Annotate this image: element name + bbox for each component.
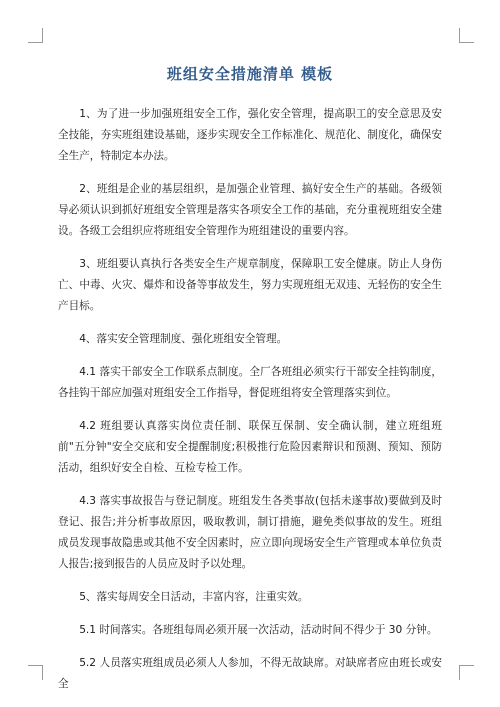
crop-mark-bottom-right (459, 665, 474, 680)
paragraph-2: 2、班组是企业的基层组织，是加强企业管理、搞好安全生产的基础。各级领导必须认识到抓好班组安全管理是落实各项安全工作的基础，充分重视班组安全建设。各级工会组织应将班组安全管理作为班组建设的重要内容。 (58, 183, 442, 237)
paragraph-5: 5、落实每周安全日活动，丰富内容，注重实效。 (79, 591, 309, 603)
crop-mark-top-left (28, 28, 43, 43)
document-body (58, 104, 442, 707)
paragraph-4-2: 4.2 班组要认真落实岗位责任制、联保互保制、安全确认制，建立班组班前"五分钟"安全交底和安全提醒制度;积极推行危险因素辩识和预测、预知、预防活动，组织好安全自检、互检专检工作。 (58, 420, 442, 474)
document-title: 班组安全措施清单 模板 (166, 65, 334, 83)
paragraph-4: 4、落实安全管理制度、强化班组安全管理。 (79, 333, 288, 345)
paragraph-1: 1、为了进一步加强班组安全工作，强化安全管理，提高职工的安全意思及安全技能，夯实班组建设基础，逐步实现安全工作标准化、规范化、制度化，确保安全生产，特制定本办法。 (58, 108, 442, 162)
paragraph-4-1: 4.1 落实干部安全工作联系点制度。全厂各班组必须实行干部安全挂钩制度，各挂钩干部应加强对班组安全工作指导，督促班组将安全管理落实到位。 (58, 366, 442, 399)
paragraph-3: 3、班组要认真执行各类安全生产规章制度，保障职工安全健康。防止人身伤亡、中毒、火灾、爆炸和设备等事故发生，努力实现班组无双违、无轻伤的安全生产目标。 (58, 258, 442, 312)
crop-mark-bottom-left (28, 665, 43, 680)
crop-mark-top-right (459, 28, 474, 43)
paragraph-5-2: 5.2 人员落实班组成员必须人人参加，不得无故缺席。对缺席者应由班长或安全 (58, 657, 442, 690)
paragraph-5-1: 5.1 时间落实。各班组每周必须开展一次活动，活动时间不得少于 30 分钟。 (79, 624, 438, 636)
paragraph-4-3: 4.3 落实事故报告与登记制度。班组发生各类事故(包括未遂事故)要做到及时登记、报告;并分析事故原因，吸取教训，制订措施，避免类似事故的发生。班组成员发现事故隐患或其他不安全因素时，应立即向现场安全生产管理或本单位负责人报告;接到报告的人员应及时予以处理。 (58, 495, 442, 570)
